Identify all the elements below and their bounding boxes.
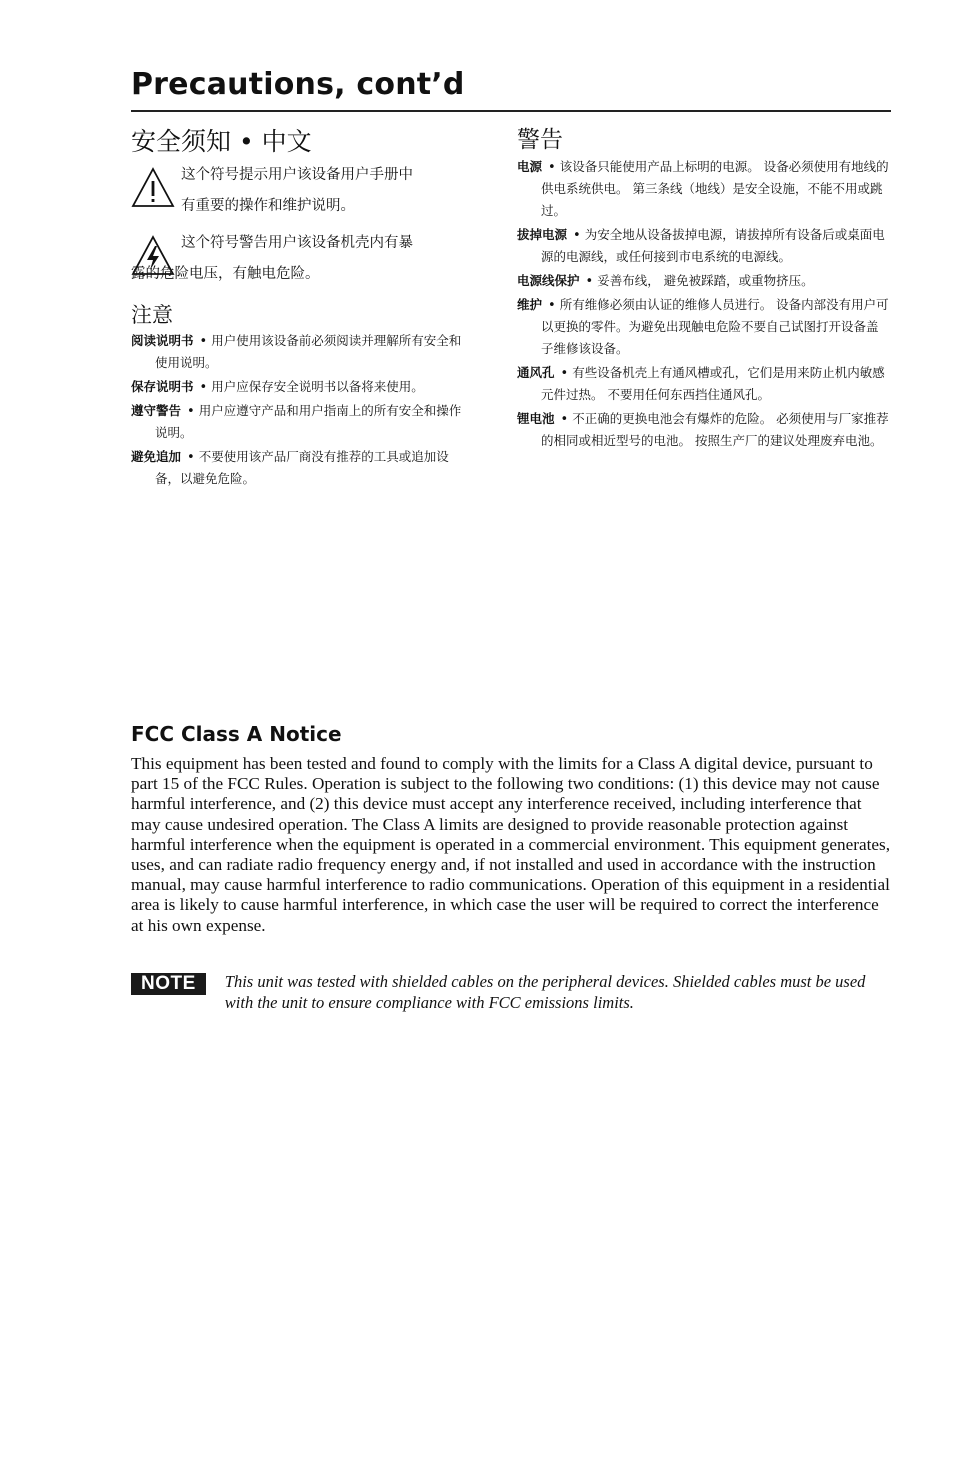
list-item: 避免追加 • 不要使用该产品厂商没有推荐的工具或追加设备，以避免危险。 (131, 449, 449, 486)
symbol-row-voltage (131, 232, 471, 290)
entry-body: 有些设备机壳上有通风槽或孔，它们是用来防止机内敏感元件过热。 不要用任何东西挡住通风孔。 (541, 365, 885, 402)
symbol-text-line: 有重要的操作和维护说明。 (181, 198, 355, 214)
symbol-text-line: 露的危险电压，有触电危险。 (131, 266, 320, 282)
entry-body: 妥善布线， 避免被踩踏，或重物挤压。 (597, 273, 814, 288)
page-title: Precautions, cont’d (131, 67, 465, 102)
entry-term: 拔掉电源 (517, 227, 568, 242)
entry-body: 为安全地从设备拔掉电源，请拔掉所有设备后或桌面电源的电源线，或任何接到市电系统的电源线。 (541, 227, 885, 264)
note-badge: NOTE (131, 973, 206, 995)
list-item: 阅读说明书 • 用户使用该设备前必须阅读并理解所有安全和使用说明。 (131, 333, 462, 370)
title-divider (131, 110, 891, 112)
list-item: 遵守警告 • 用户应遵守产品和用户指南上的所有安全和操作说明。 (131, 403, 462, 440)
list-item: 维护 • 所有维修必须由认证的维修人员进行。 设备内部没有用户可以更换的零件。为避免出现触电危险不要自己试图打开设备盖子维修该设备。 (517, 297, 889, 356)
symbol-text-line: 这个符号提示用户该设备用户手册中 (181, 167, 413, 183)
entry-term: 锂电池 (517, 411, 555, 426)
entry-body: 不要使用该产品厂商没有推荐的工具或追加设备，以避免危险。 (155, 449, 449, 486)
list-item: 电源 • 该设备只能使用产品上标明的电源。 设备必须使用有地线的供电系统供电。 第三条线（地线）是安全设施，不能不用或跳过。 (517, 159, 889, 218)
entry-term: 通风孔 (517, 365, 555, 380)
entry-body: 用户应保存安全说明书以备将来使用。 (211, 379, 424, 394)
safety-heading: 安全须知 • 中文 (131, 127, 312, 156)
entry-body: 该设备只能使用产品上标明的电源。 设备必须使用有地线的供电系统供电。 第三条线（地线）是安全设施，不能不用或跳过。 (541, 159, 889, 218)
entry-term: 电源 (517, 159, 543, 174)
list-item: 拔掉电源 • 为安全地从设备拔掉电源，请拔掉所有设备后或桌面电源的电源线，或任何接到市电系统的电源线。 (517, 227, 885, 264)
entry-term: 维护 (517, 297, 543, 312)
safety-instructions-chinese (131, 124, 471, 492)
note-text: This unit was tested with shielded cables on the peripheral devices. Shielded cables must be used with the unit to ensure compliance with FCC emissions limits. (224, 972, 866, 1012)
entry-body: 所有维修必须由认证的维修人员进行。 设备内部没有用户可以更换的零件。为避免出现触电危险不要自己试图打开设备盖子维修该设备。 (541, 297, 889, 356)
entry-term: 阅读说明书 (131, 333, 194, 348)
symbol-row-instructions (131, 164, 471, 222)
list-item: 通风孔 • 有些设备机壳上有通风槽或孔，它们是用来防止机内敏感元件过热。 不要用任何东西挡住通风孔。 (517, 365, 885, 402)
entry-term: 避免追加 (131, 449, 182, 464)
note-callout (131, 972, 891, 1013)
entry-body: 用户应遵守产品和用户指南上的所有安全和操作说明。 (155, 403, 462, 440)
warning-heading: 警告 (517, 127, 563, 153)
list-item: 锂电池 • 不正确的更换电池会有爆炸的危险。 必须使用与厂家推荐的相同或相近型号的电池。 按照生产厂的建议处理废弃电池。 (517, 411, 889, 448)
entry-term: 遵守警告 (131, 403, 182, 418)
exclamation-warning-triangle-icon (131, 166, 175, 210)
fcc-notice-section (131, 720, 891, 936)
entry-term: 电源线保护 (517, 273, 580, 288)
entry-body: 用户使用该设备前必须阅读并理解所有安全和使用说明。 (155, 333, 462, 370)
caution-heading: 注意 (131, 303, 173, 327)
list-item: 电源线保护 • 妥善布线， 避免被踩踏，或重物挤压。 (517, 273, 814, 289)
warnings-chinese (517, 124, 889, 454)
entry-body: 不正确的更换电池会有爆炸的危险。 必须使用与厂家推荐的相同或相近型号的电池。 按照生产厂的建议处理废弃电池。 (541, 411, 889, 448)
fcc-body-text: This equipment has been tested and found to comply with the limits for a Class A digital device, pursuant to part 15 of the FCC Rules. Operation is subject to the following two conditions: (1) this device may not cause harmful interference, and (2) this device must accept any interference received, including interference that may cause undesired operation. The Class A limits are designed to provide reasonable protection against harmful interference when the equipment is operated in a commercial environment. This equipment generates, uses, and can radiate radio frequency energy and, if not installed and used in accordance with the instruction manual, may cause harmful interference to radio communications. Operation of this equipment in a residential area is likely to cause harmful interference, in which case the user will be required to correct the interference at his own expense. (131, 754, 890, 935)
entry-term: 保存说明书 (131, 379, 194, 394)
symbol-text-line: 这个符号警告用户该设备机壳内有暴 (181, 235, 413, 251)
list-item: 保存说明书 • 用户应保存安全说明书以备将来使用。 (131, 379, 424, 395)
fcc-heading: FCC Class A Notice (131, 722, 342, 746)
